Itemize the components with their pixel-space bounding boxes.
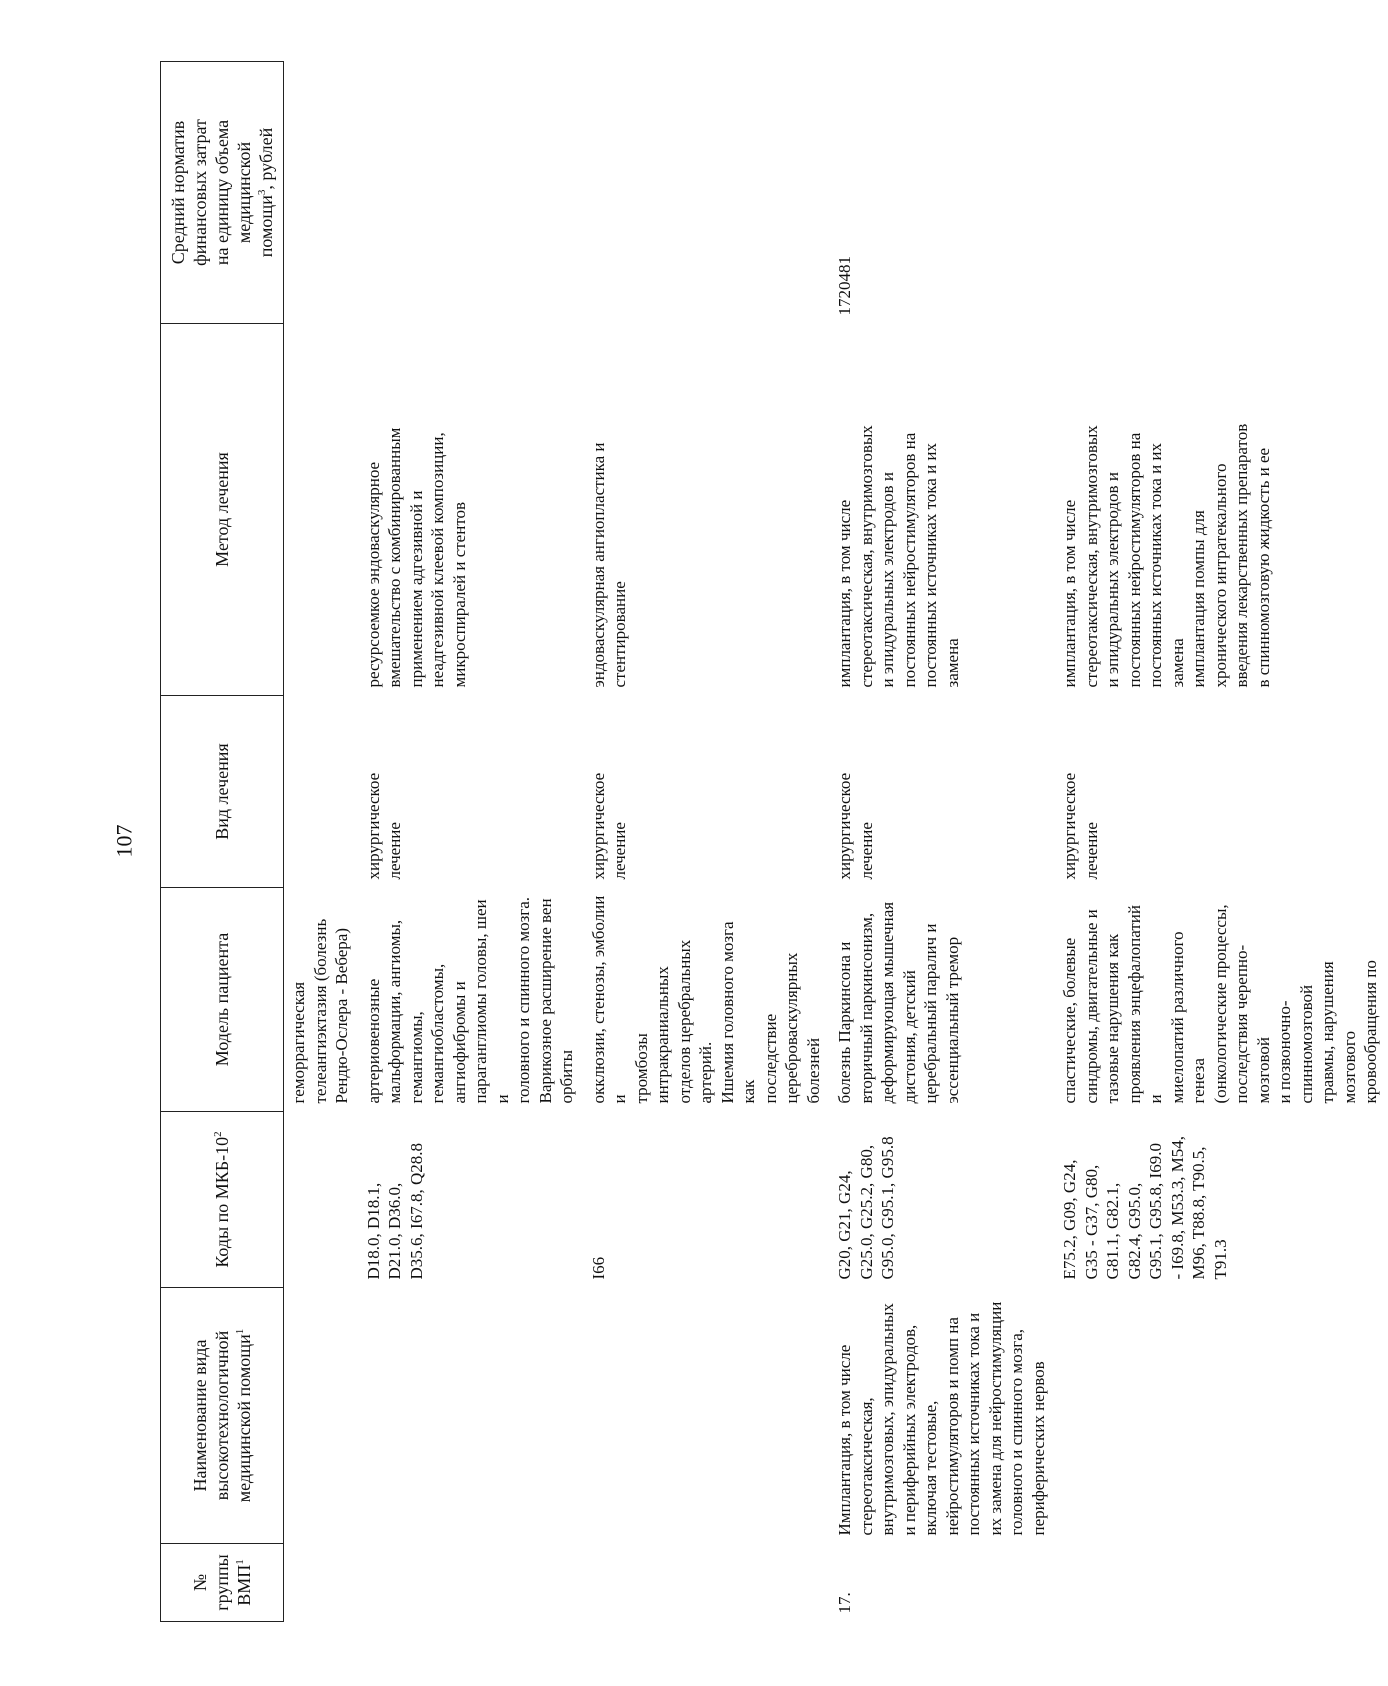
cell-kind: хирургическое лечение	[363, 772, 404, 880]
table-row	[830, 62, 1055, 1622]
cell-group-no	[584, 1544, 831, 1622]
header-row	[161, 62, 284, 1622]
cell-name: Имплантация, в том числе стереотаксическая, внутримозговых, эпидуральных и периферийных электродов, включая тестовые, нейростимуляторов и помп на постоянных источниках тока и их замена для нейростимуляции головного и спинного мозга, периферических нервов	[835, 1301, 1048, 1536]
cell-model: спастические, болевые синдромы, двигательные и тазовые нарушения как проявления энцефалопатий и миелопатий различного генеза (онкологические процессы, последствия черепно-мозговой и позвоночно-спинномозговой травмы, нарушения мозгового кровообращения по	[1060, 904, 1380, 1104]
cell-codes	[284, 1112, 359, 1288]
cell-cost	[584, 62, 831, 324]
cell-group-no	[1055, 1544, 1388, 1622]
table-row	[584, 62, 831, 1622]
cell-group-no	[359, 1544, 584, 1622]
cell-cost	[359, 62, 584, 324]
cell-model: артериовенозные мальформации, ангиомы, гемангиомы, гемангиобластомы, ангиофибромы и параганглиомы головы, шеи и головного и спинного мозга. Варикозное расширение вен орбиты	[363, 896, 576, 1104]
table-row	[359, 62, 584, 1622]
table-row	[1055, 62, 1388, 1622]
vmp-table	[160, 61, 1388, 1622]
cell-group-no	[284, 1544, 359, 1622]
cell-name	[1055, 1288, 1388, 1544]
cell-model: окклюзии, стенозы, эмболии и тромбозы интракраниальных отделов церебральных артерий. Ишемия головного мозга как последствие цереброваскулярных болезней	[588, 895, 823, 1104]
cell-name	[359, 1288, 584, 1544]
cell-codes: D18.0, D18.1, D21.0, D36.0, D35.6, I67.8, Q28.8	[363, 1143, 426, 1280]
rotated-table-container	[160, 62, 1380, 1622]
cell-method: имплантация, в том числе стереотаксическая, внутримозговых и эпидуральных электродов и постоянных нейростимуляторов на постоянных источниках тока и их замена	[835, 425, 962, 688]
cell-codes: E75.2, G09, G24, G35 - G37, G80, G81.1, G82.1, G82.4, G95.0, G95.1, G95.8, I69.0 - I69.8, M53.3, M54, M96, T88.8, T90.5, T91.3	[1060, 1135, 1230, 1280]
cell-kind: хирургическое лечение	[588, 772, 629, 880]
cell-group-no: 17.	[835, 1592, 854, 1614]
header-method: Метод лечения	[161, 324, 284, 696]
cell-model: болезнь Паркинсона и вторичный паркинсонизм, деформирующая мышечная дистония, детский церебральный паралич и эссенциальный тремор	[835, 901, 962, 1104]
cell-cost	[1055, 62, 1388, 324]
cell-name	[584, 1288, 831, 1544]
cell-codes: I66	[588, 1256, 608, 1280]
header-kind: Вид лечения	[161, 696, 284, 888]
header-codes: Коды по МКБ-$10^2$	[161, 1112, 284, 1288]
cell-codes: G20, G21, G24, G25.0, G25.2, G80, G95.0, G95.1, G95.8	[835, 1136, 897, 1280]
header-cost: Средний норматив финансовых затрат на единицу объема медицинской помощи$^3$, рублей	[161, 62, 284, 324]
page-number: 107	[111, 824, 137, 858]
cell-kind	[284, 696, 359, 888]
cell-method: ресурсоемкое эндоваскулярное вмешательство с комбинированным применением адгезивной и неадгезивной клеевой композиции, микроспиралей и стентов	[363, 427, 469, 688]
cell-method: эндоваскулярная ангиопластика и стентирование	[588, 442, 629, 688]
cell-cost: 1720481	[835, 256, 854, 316]
cell-name	[284, 1288, 359, 1544]
header-name: Наименование вида высокотехнологичной медицинской помощи$^1$	[161, 1288, 284, 1544]
cell-cost	[284, 62, 359, 324]
cell-method: имплантация, в том числе стереотаксическая, внутримозговых и эпидуральных электродов и постоянных нейростимуляторов на постоянных источниках тока и их замена имплантация помпы для хронического интратекального введения лекарственных препаратов в спинномозговую жидкость и ее	[1060, 423, 1273, 688]
table-row	[284, 62, 359, 1622]
header-group-no: № группы ВМП$^1$	[161, 1544, 284, 1622]
cell-kind: хирургическое лечение	[1060, 772, 1101, 880]
cell-model: геморрагическая телеангиэктазия (болезнь Рендю-Ослера - Вебера)	[289, 918, 351, 1104]
header-model: Модель пациента	[161, 888, 284, 1112]
cell-kind: хирургическое лечение	[835, 772, 876, 880]
cell-method	[284, 324, 359, 696]
